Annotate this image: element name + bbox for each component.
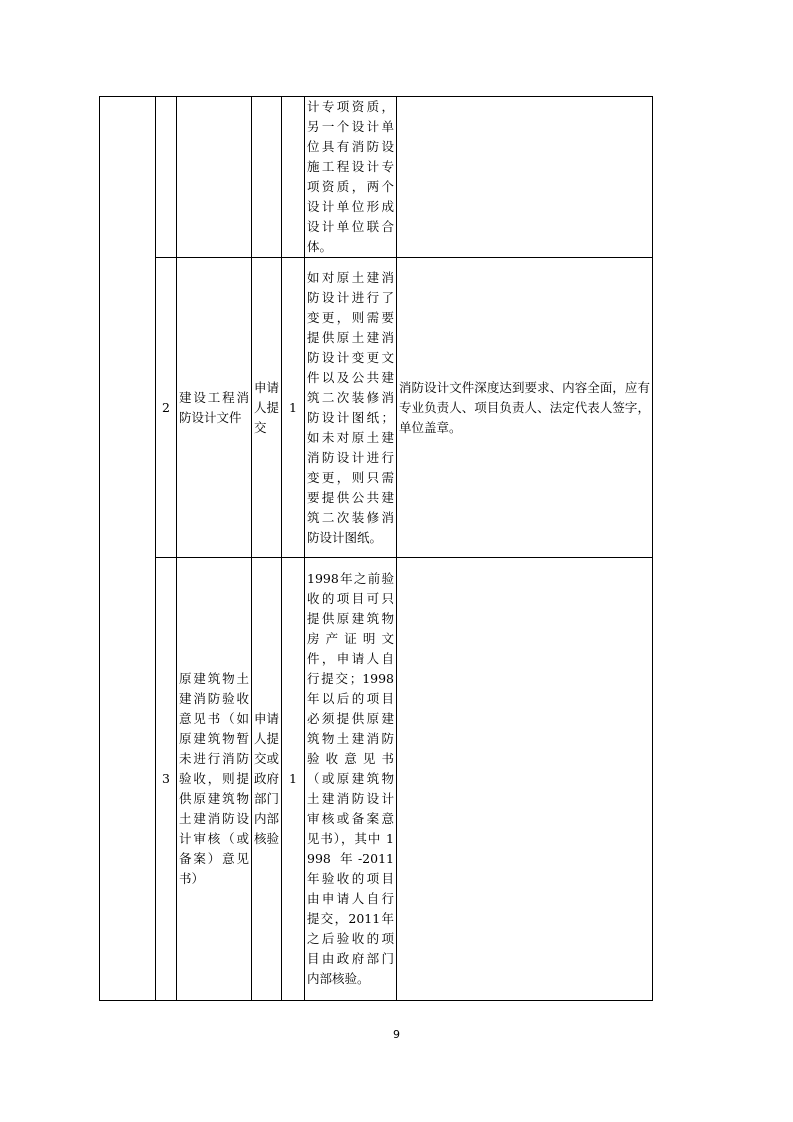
page-number: 9 [393, 1028, 400, 1041]
submission-method-cell: 申请人提交 [252, 258, 282, 558]
material-name-cell [177, 97, 252, 258]
submission-method-cell [252, 97, 282, 258]
table-row [100, 258, 653, 558]
material-name-cell: 建设工程消防设计文件 [177, 258, 252, 558]
document-table [99, 96, 653, 1001]
category-cell [100, 97, 156, 1001]
submission-method-cell: 申请人提交或政府部门内部核验 [252, 558, 282, 1001]
copy-count-cell [282, 97, 305, 258]
material-name-cell: 原建筑物土建消防验收意见书（如原建筑物暂未进行消防验收，则提供原建筑物土建消防设计审核（或备案）意见书） [177, 558, 252, 1001]
note-cell [305, 558, 397, 1001]
requirement-cell [397, 97, 653, 258]
row-number-cell [156, 97, 177, 258]
table-row [100, 558, 653, 1001]
note-text: 如对原土建消防设计进行了变更，则需要提供原土建消防设计变更文件以及公共建筑二次装修消防设计图纸；如未对原土建消防设计进行变更，则只需要提供公共建筑二次装修消防设计图纸。 [307, 269, 394, 545]
requirement-text: 消防设计文件深度达到要求、内容全面，应有专业负责人、项目负责人、法定代表人签字，单位盖章。 [399, 379, 650, 435]
table-row [100, 97, 653, 258]
note-cell [305, 258, 397, 558]
requirement-cell [397, 258, 653, 558]
note-cell [305, 97, 397, 258]
row-number-cell: 3 [156, 558, 177, 1001]
note-text: 1998年之前验收的项目可只提供原建筑物房产证明文件，申请人自行提交；1998年以后的项目必须提供原建筑物土建消防验收意见书（或原建筑物土建消防设计审核或备案意见书），其中 1998 年-2011年验收的项目由申请人自行提交，2011年之后验收的项目由政府部门内部核验。 [307, 571, 394, 986]
copy-count-cell: 1 [282, 558, 305, 1001]
requirement-cell [397, 558, 653, 1001]
row-number-cell: 2 [156, 258, 177, 558]
copy-count-cell: 1 [282, 258, 305, 558]
note-text: 计专项资质，另一个设计单位具有消防设施工程设计专项资质，两个设计单位形成设计单位联合体。 [307, 99, 394, 254]
